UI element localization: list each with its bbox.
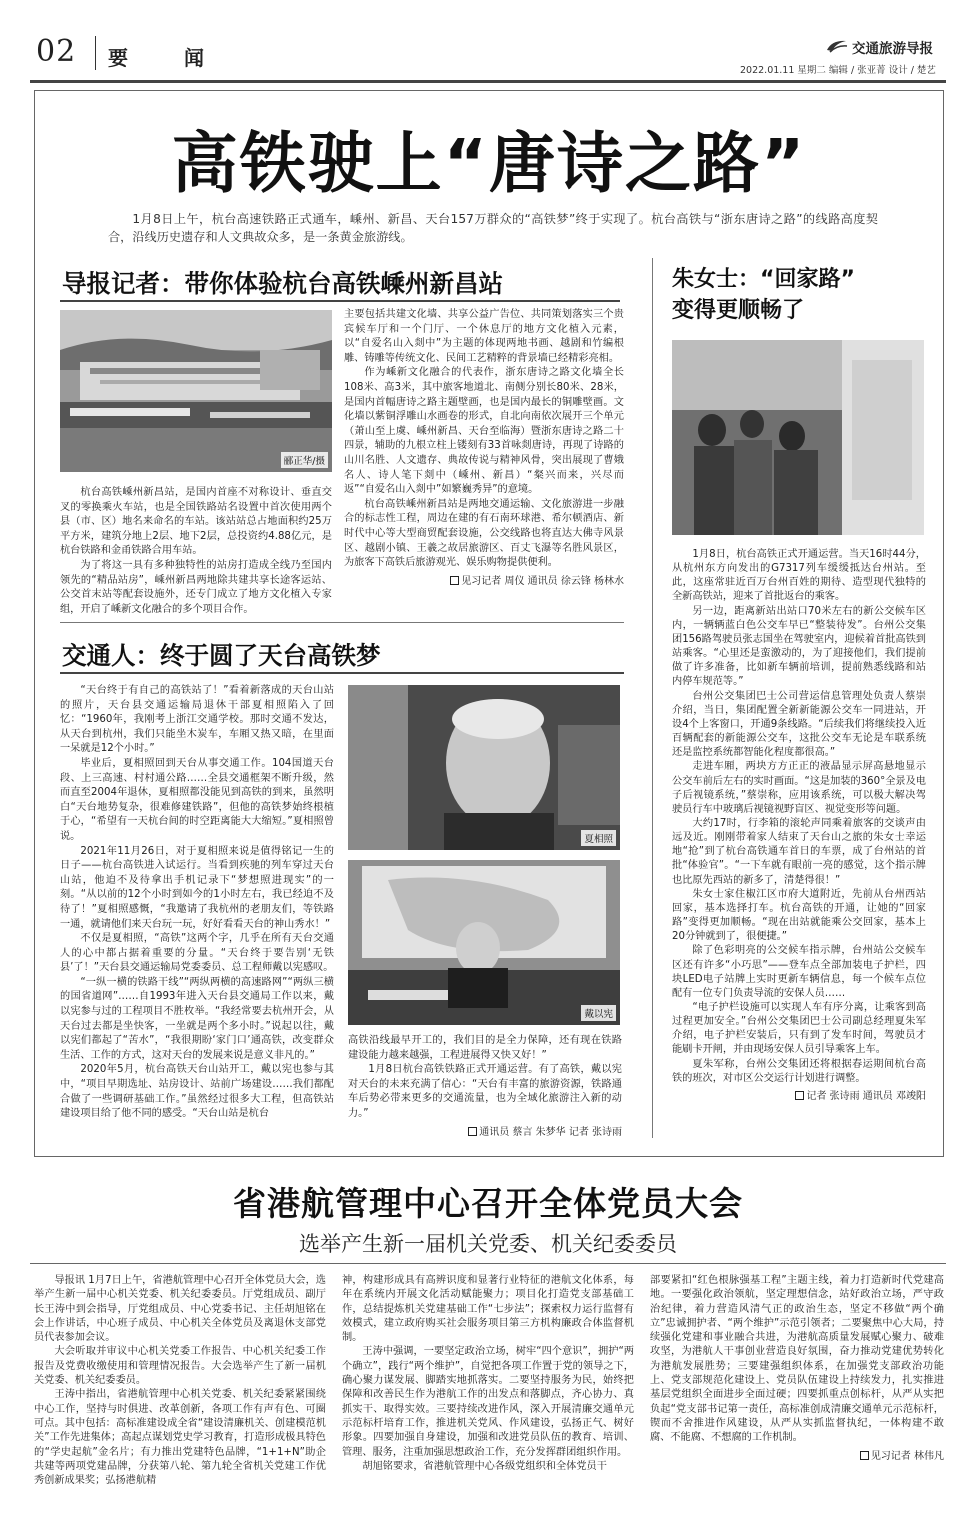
paragraph: “电子护栏设施可以实现人车有序分离，让乘客到高过程更加安全。”台州公交集团巴士公司副总经理夏朱军介绍，电子护栏安装后，只有到了发车时间，驾驶员才能刷卡开闸，并由现场安保人员引导乘客上车。 — [672, 1002, 926, 1056]
paragraph: 为了将这一具有多种独特性的站房打造成全线乃至国内领先的“精品站房”，嵊州新昌两地除共建共享长途客运站、公交首末站等配套设施外，还专门成立了地方文化植入专家组，开启了嵊新文化融合的多个项目合作。 — [60, 559, 332, 615]
port-col3 — [650, 1274, 944, 1464]
paragraph: 走进车厢，两块方方正正的液晶显示屏高悬地显示公交车前后左右的实时画面。“这是加装的360°全景及电子后视镜系统，”蔡崇称，应用该系统，可以极大解决驾驶员行车中玻璃后视镜视野盲区、视觉变形等问题。 — [672, 761, 926, 815]
zhu-body — [672, 548, 926, 1104]
paragraph: 台州公交集团巴士公司营运信息管理处负责人蔡崇介绍，当日，集团配置全新新能源公交车一同进站，开设4个上客窗口，开通9条线路。“后续我们将继续投入近百辆配套的新能源公交车，这批公交车无论是车联系统还是监控系统都智能化程度都很高。” — [672, 690, 926, 759]
zhu-byline: 记者 张诗雨 通讯员 邓竣阳 — [672, 1090, 926, 1104]
paper-name: 交通旅游导报 — [852, 41, 933, 57]
paragraph: 杭台高铁嵊州新昌站是两地交通运输、文化旅游进一步融合的标志性工程，周边在建的有石南环球港、希尔顿酒店、新时代中心等大型商贸配套设施，公交线路也将直达大佛寺风景区、越剧小镇、王羲之故居旅游区、百丈飞瀑等名胜风景区，为旅客下高铁后旅游观光、娱乐购物提供便利。 — [344, 498, 624, 569]
paragraph: 导报讯 1月7日上午，省港航管理中心召开全体党员大会，选举产生新一届中心机关党委、机关纪委委员。厅党组成员、副厅长王涛中到会指导，厅党组成员、中心党委书记、主任胡旭铭在会上作讲话，中心班子成员、中心机关全体党员及离退休支部党员代表参加会议。 — [34, 1275, 326, 1344]
paragraph: 王涛中强调，一要坚定政治立场，树牢“四个意识”，拥护“两个确立”，践行“两个维护”，自觉把各项工作置于党的领导之下，确心聚力谋发展、脚踏实地抓落实。二要坚持服务为民，始终把保障和改善民生作为港航工作的出发点和落脚点，齐心协力、真抓实干、取得实效。三要持续改进作风，深入开展清廉交通单元示范标杆培育工作，推进机关党风、作风建设，弘扬正气、树好形象。四要加强自身建设，加强和改进党员队伍的教育、培训、管理、服务，注重加强思想政治工作，充分发挥群团组织作用。 — [342, 1346, 634, 1458]
paragraph: 王涛中指出，省港航管理中心机关党委、机关纪委紧紧围绕中心工作，坚持与时俱进、改革创新，各项工作有声有色、可圈可点。其中包括：高标准建设成全省“建设清廉机关、创建模范机关”工作先进集体；高起点谋划党史学习教育，打造形成极具特色的“学史起航”金名片；有力推出党建特色品牌，“1+1+N”助企共建等两项党建品牌，分获第八轮、第九轮全省机关党建工作优秀创新成果奖；弘扬港航精 — [34, 1389, 326, 1487]
paragraph: 2020年5月，杭台高铁天台山站开工，戴以宪也参与其中，“项目早期选址、站房设计、站前广场建设……我们都配合做了一些调研基础工作。”虽然经过很多大工程，但高铁站建设项目给了他不同的感受。“天台山站是杭台 — [60, 1064, 334, 1120]
paragraph: 1月8日，杭台高铁正式开通运营。当天16时44分，从杭州东方向发出的G7317列车缓缓抵达台州站。至此，这座常驻近百万台州百姓的期待、造型现代独特的全新高铁站，迎来了首批返台的乘客。 — [672, 549, 926, 603]
port-subtitle: 选举产生新一届机关党委、机关纪委委员 — [299, 1232, 677, 1256]
paragraph: 夏朱军称，台州公交集团还将根据春运期间杭台高铁的班次，对市区公交运行计划进行调整。 — [672, 1058, 926, 1084]
station-col1 — [60, 486, 332, 617]
station-byline: 见习记者 周仪 通讯员 徐云锋 杨林水 — [344, 575, 624, 590]
date-line: 2022.01.11 星期二 编辑 / 张亚菁 设计 / 楚艺 — [740, 65, 936, 76]
port-byline: 见习记者 林伟凡 — [650, 1450, 944, 1464]
paragraph: 神，构建形成具有高辨识度和显著行业特征的港航文化体系，每年在系统内开展文化活动赋能聚力；项目化打造党支部基础工作，总结提炼机关党建基础工作“七步法”；探索权力运行监督有效模式，建立政府购买社会服务项目第三方机构廉政合体监督机制。 — [342, 1275, 634, 1344]
paragraph: 高铁沿线最早开工的，我们目的是全力保障，还有现在铁路建设能力越来越强，工程进展得又快又好！” — [348, 1035, 622, 1061]
transport-title-rule — [60, 672, 624, 674]
paragraph: 作为嵊新文化融合的代表作，浙东唐诗之路文化墙全长108米、高3米，其中旅客地道北、南侧分别长80米、28米，是国内首幅唐诗之路主题壁画，也是国内最长的铜雕壁画。文化墙以紫铜浮雕山水画卷的形式，自北向南依次展开三个单元（萧山至上虞、嵊州新昌、天台至临海）暨浙东唐诗之路二十四景，辅助的九根立柱上镂刻有33首咏剡唐诗，再现了诗路的山川名胜、人文遗存、典故传说与精神风骨，突出展现了曹娥名人、诗人笔下剡中（嵊州、新昌）“粲兴而来，兴尽而返”“自爱名山入剡中”如繁巍秀异”的意境。 — [344, 367, 624, 496]
station-photo — [60, 310, 332, 472]
portrait-photo-credit: 夏相照 — [581, 830, 616, 846]
paragraph: 主要包括共建文化墙、共享公益广告位、共同策划落实三个贵宾候车厅和一个门厅、一个休息厅的地方文化植入元素，以“自爱名山入剡中”为主题的体现两地书画、越剧和竹编根雕、铸雕等传统文化、民间工艺精粹的背景墙已经精彩亮相。 — [344, 309, 624, 364]
office-photo — [348, 860, 620, 1025]
paragraph: 另一边，距离新站出站口70米左右的新公交候车区内，一辆辆蓝白色公交车早已“整装待发”。台州公交集团156路驾驶员张志国坐在驾驶室内，迎候着首批高铁到站乘客。“心里还是蛮激动的，为了迎接他们，我们提前做了许多准备，比如新车辆前培训，提前熟悉线路和站内停车规范等。” — [672, 605, 926, 688]
port-title: 省港航管理中心召开全体党员大会 — [233, 1184, 743, 1223]
paragraph: 大会听取并审议中心机关党委工作报告、中心机关纪委工作报告及党费收缴使用和管理情况报告。大会选举产生了新一届机关党委、机关纪委委员。 — [34, 1346, 326, 1387]
station-photo-credit: 郦正华/摄 — [281, 452, 328, 468]
station-divider — [60, 622, 624, 623]
paragraph: 大约17时，行李箱的滚轮声同乘着旅客的交谈声由远及近。刚刚带着家人结束了天台山之旅的朱女士幸运地“抢”到了杭台高铁通车首日的车票，成了台州站的首批“体验官”。“一下车就有眼前一亮的感觉，这个指示牌也比原先西站的新多了，清楚得很！” — [672, 817, 926, 886]
paragraph: 杭台高铁嵊州新昌站，是国内首座不对称设计、垂直交叉的零换乘火车站，也是全国铁路站名设置中首次使用两个县（市、区）地名来命名的车站。该站站总占地面积约25万平方米，建筑分地上2层、地下2层，总投资约4.88亿元，是杭台铁路和金甬铁路合用车站。 — [60, 487, 332, 557]
port-rule — [30, 1263, 946, 1264]
section-name: 要 闻 — [108, 46, 222, 70]
station-title-rule — [60, 300, 620, 302]
station-col2 — [344, 308, 624, 589]
bus-station-photo — [672, 340, 924, 535]
transport-col1 — [60, 684, 334, 1122]
paragraph: “天台终于有自己的高铁站了！”看着新落成的天台山站的照片，天台县交通运输局退休干部夏相照陷入了回忆：“1960年，我刚考上浙江交通学校。那时交通不发达，从天台到杭州，我们只能坐木炭车，车厢又热又暗，在里面一呆就是12个小时。” — [60, 685, 334, 755]
zhu-title-line2: 变得更顺畅了 — [672, 298, 805, 323]
paragraph: 不仅是夏相照，“高铁”这两个字，几乎在所有天台交通人的心中都占据着重要的分量。“天台终于要告别‘无铁县’了！”天台县交通运输局党委委员、总工程师戴以宪感叹。 — [60, 933, 334, 974]
transport-article-title: 交通人：终于圆了天台高铁梦 — [62, 641, 381, 670]
column-divider — [652, 258, 653, 1138]
paragraph: 部要紧扣“红色根脉强基工程”主题主线，着力打造新时代党建高地。一要强化政治领航，坚定理想信念，站好政治立场，严守政治纪律，着力营造风清气正的政治生态，坚定不移做“两个确立”忠诚拥护者、“两个维护”示范引领者；二要聚焦中心大局，持续强化党建和事业融合共进，为港航高质量发展赋心聚力、破难攻坚，为港航人干事创业营造良好氛围，奋力推动党建优势转化为港航发展胜势；三要建强组织体系，在加强党支部政治功能上、党支部规范化建设上、党员队伍建设上持续发力，扎实推进基层党组织全面进步全面过硬；四要抓重点创标杆，从严从实把负起“党支部书记第一责任，高标准创成清廉交通单元示范标杆，锲而不舍推进作风建设，从严从实抓监督执纪，一体构建不敢腐、不能腐、不想腐的工作机制。 — [650, 1275, 944, 1444]
paragraph: 朱女士家住椒江区市府大道附近，先前从台州西站回家，基本选择打车。杭台高铁的开通，让她的“回家路”变得更加顺畅。“现在出站就能乘公交回家，基本上20分钟就到了，很便捷。” — [672, 888, 926, 943]
port-col1 — [34, 1274, 326, 1488]
zhu-title-line1: 朱女士：“回家路” — [672, 267, 855, 292]
paper-logo-icon — [826, 38, 848, 54]
page-number: 02 — [36, 34, 77, 69]
transport-col2 — [348, 1034, 622, 1140]
paragraph: 胡旭铭要求，省港航管理中心各级党组织和全体党员干 — [362, 1460, 607, 1472]
header-rule — [30, 80, 946, 83]
lead-title: 高铁驶上“唐诗之路” — [171, 125, 807, 202]
station-article-title: 导报记者：带你体验杭台高铁嵊州新昌站 — [62, 269, 503, 298]
header-divider — [95, 36, 96, 70]
paragraph: 2021年11月26日，对于夏相照来说是值得铭记一生的日子——杭台高铁进入试运行。当看到疾驰的列车穿过天台山站，他迫不及待拿出手机记录下“梦想照进现实”的一刻。“从以前的12个小时到如今的1小时左右，我已经迫不及待了！”夏相照感慨，“我邀请了我杭州的老朋友们，等铁路一通，就请他们来天台玩一玩，好好看看天台的神山秀水！” — [60, 845, 334, 930]
lead-intro: 1月8日上午，杭台高速铁路正式通车，嵊州、新昌、天台157万群众的“高铁梦”终于实现了。杭台高铁与“浙东唐诗之路”的线路高度契合，沿线历史遗存和人文典故众多，是一条黄金旅游线。 — [108, 212, 878, 244]
paragraph: 1月8日杭台高铁铁路正式开通运营。有了高铁，戴以宪对天台的未来充满了信心：“天台有丰富的旅游资源，铁路通车后势必带来更多的交通流量，也为全域化旅游注入新的动力。” — [348, 1064, 622, 1119]
transport-byline: 通讯员 蔡言 朱梦华 记者 张诗雨 — [348, 1126, 622, 1141]
portrait-photo — [348, 685, 620, 850]
office-photo-credit: 戴以宪 — [581, 1005, 616, 1021]
paragraph: 毕业后，夏相照回到天台从事交通工作。104国道天台段、上三高速、村村通公路……全县交通框架不断升级，然而直至2004年退休，夏相照都没能见到高铁的到来，虽然明白“天台地势复杂，很难修建铁路”，但他的高铁梦始终根植于心，“希望有一天杭台间的时空距离能大大缩短。”夏相照曾说。 — [60, 757, 334, 842]
paragraph: 除了色彩明亮的公交候车指示牌，台州站公交候车区还有许多“小巧思”——登车点全部加装电子护栏，四块LED电子站牌上实时更新车辆信息，每一个候车点位配有一位专门负责导流的安保人员…… — [672, 945, 926, 999]
paragraph: “一纵一横的铁路干线”“两纵两横的高速路网”“两纵三横的国省道网”……自1993年进入天台县交通局工作以来，戴以宪参与过的工程项目不胜枚举。“我经常要去杭州开会，从天台过去都是坐快客，一坐就是两个多小时。”说起以往，戴以宪们都起了“苦水”，“我很期盼‘家门口’通高铁，改变群众生活、工作的方式，这对天台的发展来说是意义非凡的。” — [60, 976, 334, 1061]
port-col2 — [342, 1274, 634, 1474]
